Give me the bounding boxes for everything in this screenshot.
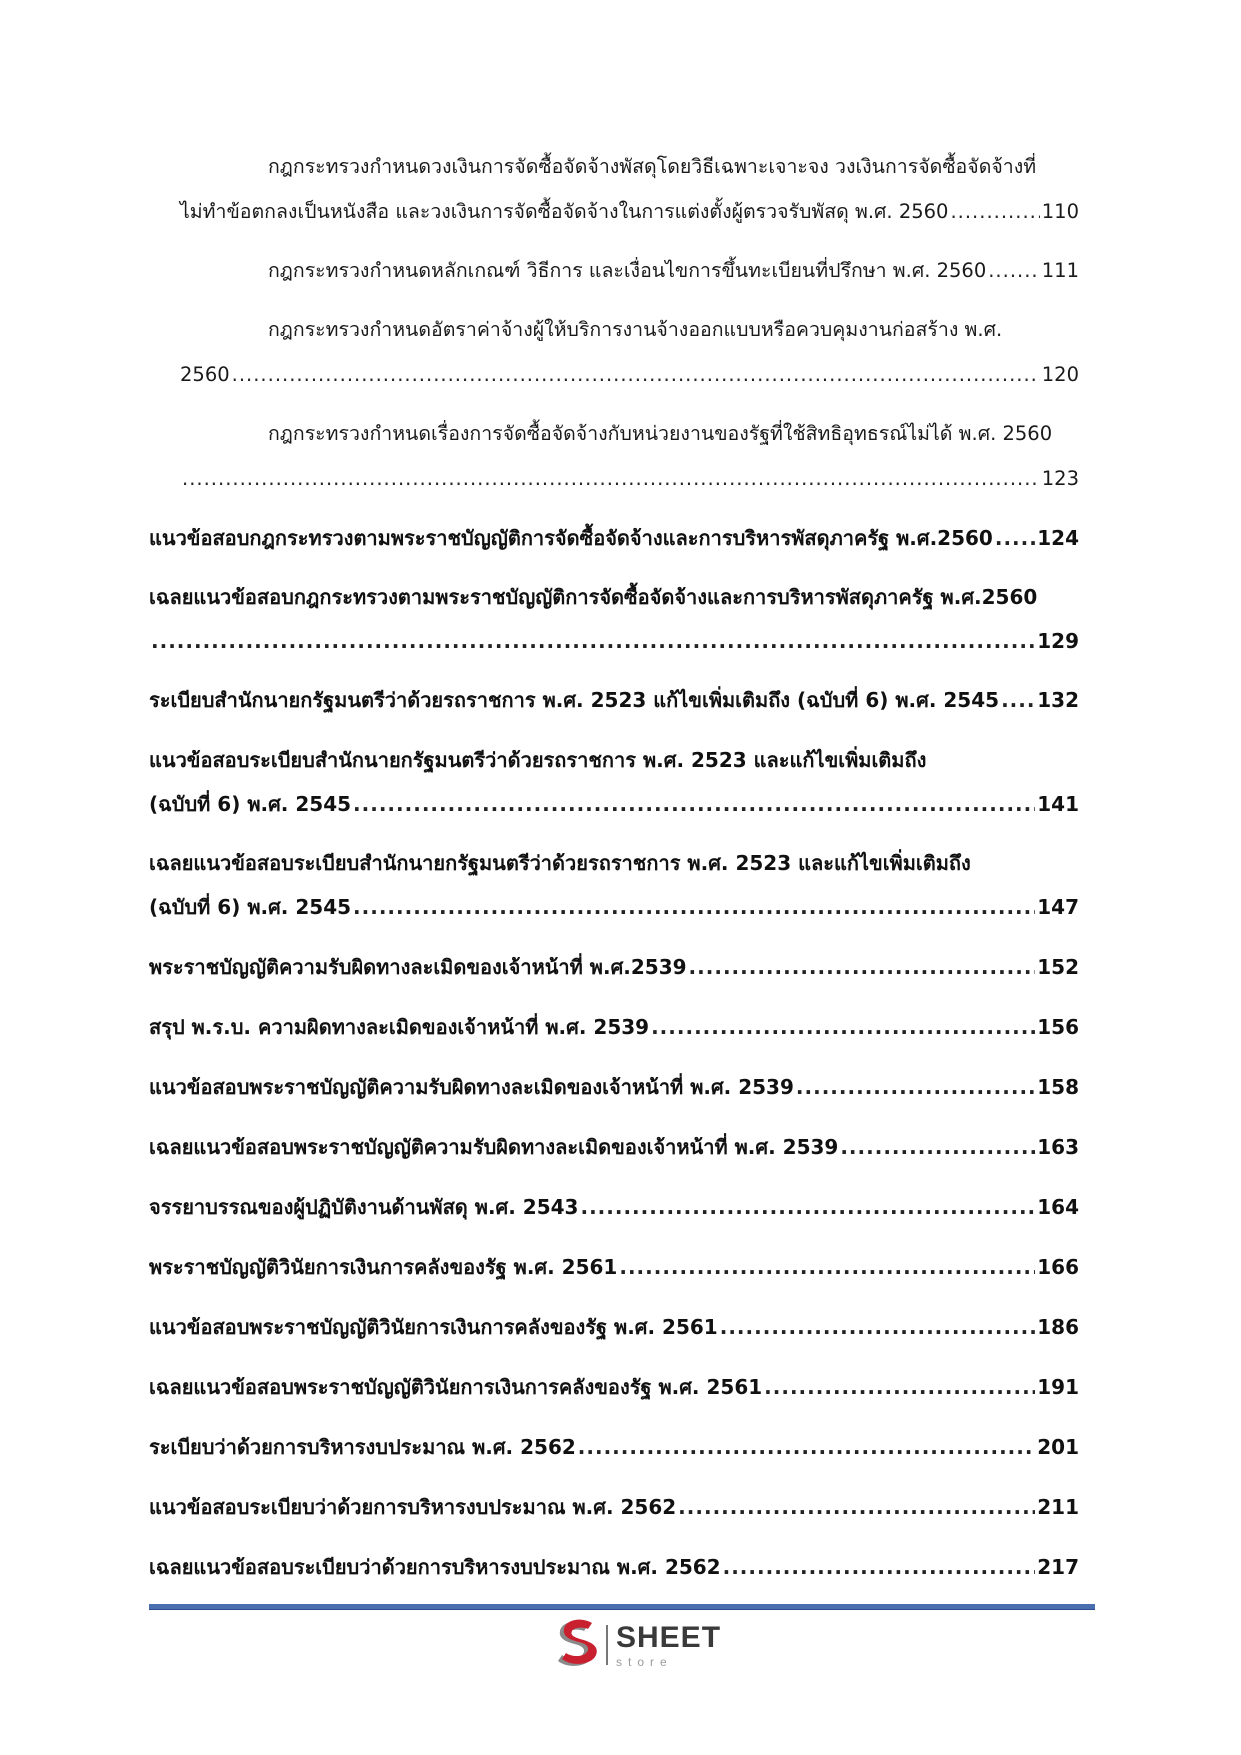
toc-entry-title: ระเบียบว่าด้วยการบริหารงบประมาณ พ.ศ. 2562 [149,1435,576,1459]
dot-leader [840,1136,1035,1158]
toc-page-number: 217 [1037,1555,1079,1579]
toc-entry[interactable] [149,1256,1079,1278]
sheet-store-logo-mark [548,1617,602,1671]
toc-entry-title: แนวข้อสอบพระราชบัญญัติความรับผิดทางละเมิดของเจ้าหน้าที่ พ.ศ. 2539 [149,1075,794,1099]
dot-leader [678,1496,1035,1518]
toc-entry[interactable] [149,689,1079,711]
toc-page-number: 124 [1037,526,1079,550]
toc-entry[interactable] [149,956,1079,978]
logo-divider [606,1625,608,1665]
toc-page-number: 166 [1037,1255,1079,1279]
dot-leader [651,1016,1035,1038]
toc-entry[interactable] [149,1196,1079,1218]
toc-entry-title: เฉลยแนวข้อสอบระเบียบสำนักนายกรัฐมนตรีว่าด้วยรถราชการ พ.ศ. 2523 และแก้ไขเพิ่มเติมถึง [149,851,971,875]
toc-page-number: 152 [1037,955,1079,979]
toc-entry-title: แนวข้อสอบพระราชบัญญัติวินัยการเงินการคลังของรัฐ พ.ศ. 2561 [149,1315,718,1339]
toc-entry-title: กฎกระทรวงกำหนดเรื่องการจัดซื้อจัดจ้างกับหน่วยงานของรัฐที่ใช้สิทธิอุทธรณ์ไม่ได้ พ.ศ. 2560 [268,422,1053,445]
toc-entry[interactable] [180,364,1079,385]
toc-entry-title: แนวข้อสอบระเบียบว่าด้วยการบริหารงบประมาณ พ.ศ. 2562 [149,1495,677,1519]
toc-entry[interactable] [149,1136,1079,1158]
footer-rule [149,1604,1095,1609]
toc-entry[interactable] [268,260,1079,281]
toc-entry[interactable] [149,527,1079,549]
toc-page-number: 147 [1037,895,1079,919]
toc-entry-title-cont: (ฉบับที่ 6) พ.ศ. 2545 [149,895,352,919]
toc-page-number: 111 [1041,259,1079,282]
dot-leader [182,468,1040,489]
dot-leader [1001,689,1035,711]
toc-entry[interactable] [149,630,1079,652]
toc-page-number: 211 [1037,1495,1079,1519]
dot-leader [950,201,1039,222]
toc-entry-title: กฎกระทรวงกำหนดวงเงินการจัดซื้อจัดจ้างพัสดุโดยวิธีเฉพาะเจาะจง วงเงินการจัดซื้อจัดจ้างที่ [268,155,1037,178]
dot-leader [764,1376,1035,1398]
toc-page-number: 110 [1041,200,1079,223]
toc-entry[interactable] [149,1076,1079,1098]
dot-leader [353,896,1035,918]
toc-entry[interactable] [149,1016,1079,1038]
toc-entry[interactable] [149,1376,1079,1398]
dot-leader [353,793,1035,815]
dot-leader [723,1556,1036,1578]
toc-entry-title: เฉลยแนวข้อสอบกฎกระทรวงตามพระราชบัญญัติการจัดซื้อจัดจ้างและการบริหารพัสดุภาครัฐ พ.ศ.2560 [149,585,1038,609]
toc-page-number: 156 [1037,1015,1079,1039]
toc-page-number: 186 [1037,1315,1079,1339]
toc-entry-title: พระราชบัญญัติความรับผิดทางละเมิดของเจ้าหน้าที่ พ.ศ.2539 [149,955,687,979]
toc-entry-title: ระเบียบสำนักนายกรัฐมนตรีว่าด้วยรถราชการ พ.ศ. 2523 แก้ไขเพิ่มเติมถึง (ฉบับที่ 6) พ.ศ. 2545 [149,688,1000,712]
dot-leader [988,260,1040,281]
toc-entry-title-cont: ไม่ทำข้อตกลงเป็นหนังสือ และวงเงินการจัดซื้อจัดจ้างในการแต่งตั้งผู้ตรวจรับพัสดุ พ.ศ. 2560 [180,200,949,223]
toc-page-number: 141 [1037,792,1079,816]
dot-leader [578,1436,1035,1458]
toc-entry-title: จรรยาบรรณของผู้ปฏิบัติงานด้านพัสดุ พ.ศ. 2543 [149,1195,579,1219]
toc-page-number: 158 [1037,1075,1079,1099]
sheet-store-logo [548,1617,728,1673]
toc-entry[interactable] [149,1316,1079,1338]
toc-entry[interactable] [149,1436,1079,1458]
toc-page-number: 129 [1037,629,1079,653]
dot-leader [995,527,1035,549]
toc-entry[interactable] [149,896,1079,918]
toc-page-number: 191 [1037,1375,1079,1399]
dot-leader [796,1076,1035,1098]
toc-page-number: 163 [1037,1135,1079,1159]
toc-entry[interactable] [149,793,1079,815]
toc-entry-title-cont: (ฉบับที่ 6) พ.ศ. 2545 [149,792,352,816]
toc-entry[interactable] [180,201,1079,222]
toc-entry-title: แนวข้อสอบระเบียบสำนักนายกรัฐมนตรีว่าด้วยรถราชการ พ.ศ. 2523 และแก้ไขเพิ่มเติมถึง [149,748,927,772]
toc-page-number: 120 [1041,363,1079,386]
toc-entry[interactable] [149,1496,1079,1518]
logo-brand-subtext: store [616,1655,673,1669]
toc-entry-title: แนวข้อสอบกฎกระทรวงตามพระราชบัญญัติการจัดซื้อจัดจ้างและการบริหารพัสดุภาครัฐ พ.ศ.2560 [149,526,993,550]
dot-leader [689,956,1036,978]
dot-leader [580,1196,1035,1218]
toc-entry[interactable] [180,468,1079,489]
toc-entry-title: เฉลยแนวข้อสอบพระราชบัญญัติวินัยการเงินการคลังของรัฐ พ.ศ. 2561 [149,1375,763,1399]
toc-entry[interactable] [149,1556,1079,1578]
toc-entry-title-cont: 2560 [180,363,230,386]
dot-leader [232,364,1040,385]
dot-leader [151,630,1035,652]
toc-entry-title: กฎกระทรวงกำหนดอัตราค่าจ้างผู้ให้บริการงานจ้างออกแบบหรือควบคุมงานก่อสร้าง พ.ศ. [268,318,1003,341]
dot-leader [619,1256,1035,1278]
toc-entry-title: กฎกระทรวงกำหนดหลักเกณฑ์ วิธีการ และเงื่อนไขการขึ้นทะเบียนที่ปรึกษา พ.ศ. 2560 [268,259,987,282]
toc-entry-title: พระราชบัญญัติวินัยการเงินการคลังของรัฐ พ.ศ. 2561 [149,1255,618,1279]
toc-entry-title: สรุป พ.ร.บ. ความผิดทางละเมิดของเจ้าหน้าที่ พ.ศ. 2539 [149,1015,650,1039]
toc-page-number: 164 [1037,1195,1079,1219]
toc-page-number: 132 [1037,688,1079,712]
toc-entry-title: เฉลยแนวข้อสอบพระราชบัญญัติความรับผิดทางละเมิดของเจ้าหน้าที่ พ.ศ. 2539 [149,1135,839,1159]
dot-leader [720,1316,1036,1338]
toc-page-number: 123 [1041,467,1079,490]
toc-page-number: 201 [1037,1435,1079,1459]
logo-brand-text: SHEET [616,1621,722,1654]
toc-entry-title: เฉลยแนวข้อสอบระเบียบว่าด้วยการบริหารงบประมาณ พ.ศ. 2562 [149,1555,721,1579]
